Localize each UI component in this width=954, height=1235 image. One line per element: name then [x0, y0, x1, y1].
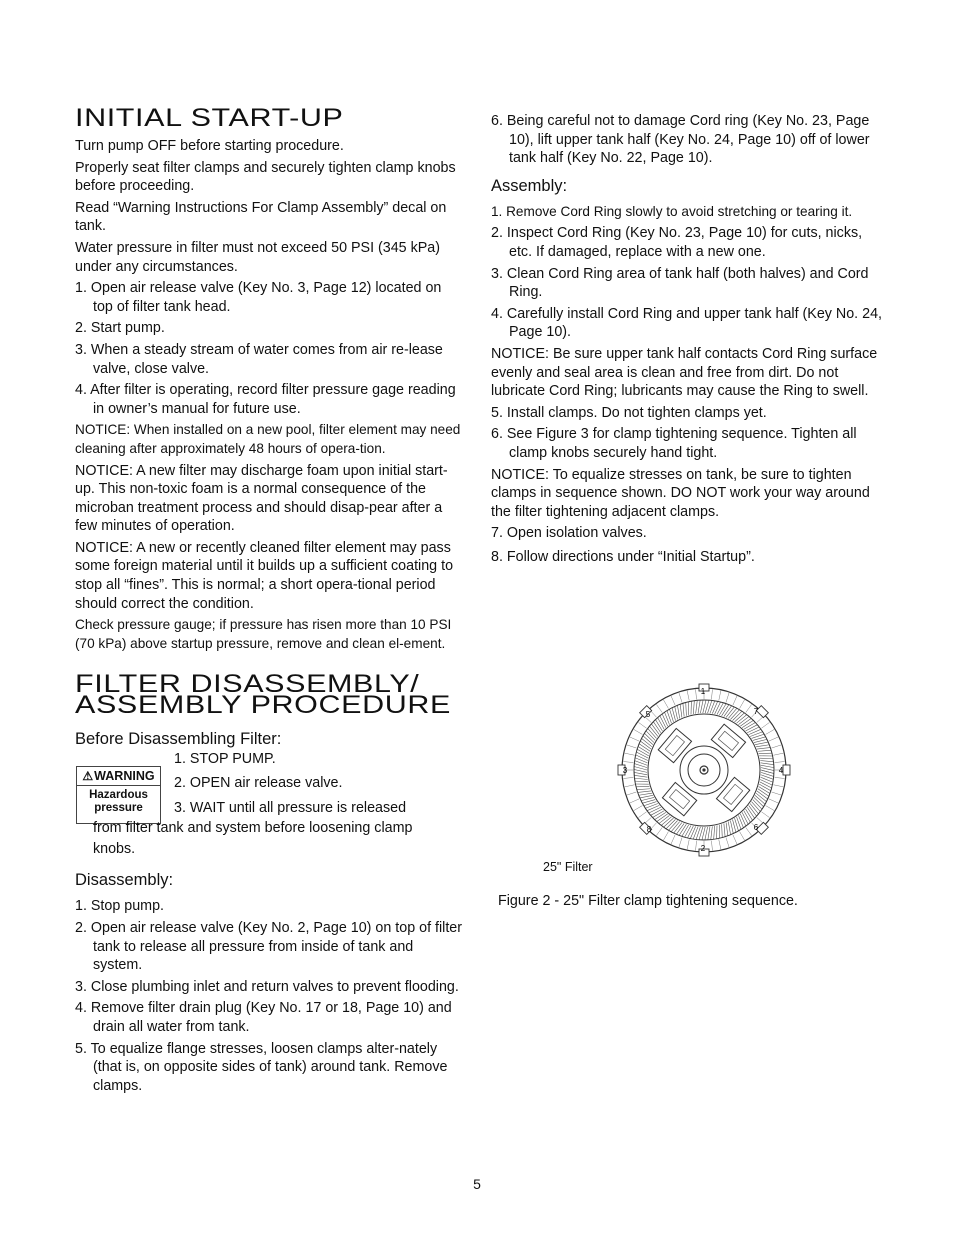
figure-caption: Figure 2 - 25" Filter clamp tightening sequence. [498, 893, 798, 909]
figure-subcaption: 25" Filter [543, 860, 593, 874]
hatch-line [761, 768, 774, 771]
flange-tick [627, 745, 637, 748]
hatch-line [761, 777, 773, 782]
hatch-line [638, 791, 651, 793]
warning-step: 1. STOP PUMP. [174, 751, 276, 768]
flange-tick [733, 696, 737, 705]
hatch-line [759, 786, 770, 793]
hatch-line [683, 703, 684, 716]
flange-tick [772, 745, 782, 748]
hatch-line [738, 815, 743, 827]
warning-step: 2. OPEN air release valve. [174, 775, 343, 792]
hatch-line [698, 700, 700, 713]
clamp-label: 1 [700, 687, 706, 696]
hatch-line [714, 826, 715, 839]
flange-tick [740, 700, 745, 709]
clamp-body [783, 765, 790, 775]
clamp-label: 6 [753, 823, 759, 832]
hatch-line [724, 823, 725, 836]
warning-body [77, 786, 160, 815]
hatch-line [744, 811, 751, 823]
hatch-line [760, 780, 772, 786]
hatch-line [647, 805, 659, 810]
startup-step: 1. Open air release valve (Key No. 3, Page 12) located on top of filter tank head. [75, 280, 442, 315]
flange-tick [696, 689, 697, 699]
flange-tick [719, 839, 721, 849]
warning-step: knobs. [93, 841, 136, 858]
flange-tick [638, 812, 646, 818]
hatch-line [730, 821, 733, 834]
flange-tick [664, 700, 669, 709]
flange-tick [769, 799, 778, 803]
flange-tick [679, 693, 682, 703]
hatch-line [634, 778, 647, 779]
clamp-knob [783, 765, 790, 775]
flange-tick [711, 689, 712, 699]
flange-tick [761, 812, 769, 818]
flange-tick [634, 730, 643, 735]
warning-block [75, 751, 465, 864]
hatch-line [634, 769, 647, 772]
hatch-line [746, 725, 758, 731]
initial-startup-heading: INITIAL START-UP [75, 104, 344, 132]
intro-paragraph: Water pressure in filter must not exceed 50 PSI (345 kPa) under any circumstances. [75, 239, 440, 275]
hatch-line [655, 812, 666, 819]
hatch-line [761, 765, 774, 767]
flange-tick [773, 785, 783, 787]
flange-tick [733, 835, 737, 844]
flange-tick [687, 691, 689, 701]
flange-tick [656, 704, 662, 712]
hatch-line [693, 701, 694, 714]
hatch-line [696, 700, 698, 713]
flange-tick [769, 737, 778, 741]
assembly-step: 7. Open isolation valves. [491, 525, 647, 542]
flange-tick [679, 838, 682, 848]
hatch-line [760, 758, 773, 759]
hatch-line [758, 750, 771, 751]
hatch-line [637, 749, 649, 756]
hatch-line [756, 745, 769, 747]
hatch-line [705, 827, 708, 840]
flange-tick [765, 806, 774, 811]
hatch-line [746, 809, 753, 820]
flange-tick [625, 785, 635, 787]
hatch-line [649, 807, 661, 813]
warning-header [77, 767, 160, 786]
hatch-line [665, 712, 670, 724]
hatch-line [740, 814, 746, 826]
flange-tick [630, 799, 639, 803]
clamp-label: 7 [753, 707, 759, 716]
hatch-line [686, 702, 687, 715]
flange-tick [671, 696, 675, 705]
clamp-label: 4 [778, 766, 784, 775]
hatch-line [635, 758, 647, 763]
assembly-step: 3. Clean Cord Ring area of tank half (both halves) and Cord Ring. [491, 265, 869, 301]
flange-tick [772, 792, 782, 795]
disassembly-heading-line2: ASSEMBLY PROCEDURE [75, 691, 451, 720]
assembly-step: 2. Inspect Cord Ring (Key No. 23, Page 10) for cuts, nicks, etc. If damaged, replace with a new one. [491, 225, 863, 260]
before-disassembling-heading: Before Disassembling Filter: [75, 730, 282, 749]
warning-step: 3. WAIT until all pressure is released [174, 800, 407, 817]
notice-paragraph: NOTICE: A new filter may discharge foam upon initial start-up. This non-toxic foam is a normal consequence of the microban treatment process and should disap-pear after a few minutes of operation. [75, 462, 448, 535]
intro-paragraph: Properly seat filter clamps and securely tighten clamp knobs before proceeding. [75, 159, 456, 195]
intro-paragraph: Turn pump OFF before starting procedure. [75, 138, 344, 154]
hatch-line [653, 811, 665, 818]
hatch-line [638, 746, 649, 753]
hatch-line [760, 760, 773, 761]
assembly-step: 4. Carefully install Cord Ring and upper tank half (Key No. 24, Page 10). [491, 305, 882, 341]
hatch-line [755, 742, 768, 745]
flange-tick [664, 831, 669, 840]
page-number: 5 [473, 1176, 481, 1192]
flange-tick [726, 838, 729, 848]
flange-tick [761, 722, 769, 728]
disassembly-step: 5. To equalize flange stresses, loosen clamps alter-nately (that is, on opposite sides of tank) around tank. Remove clamps. [75, 1040, 448, 1094]
warning-body-line: Hazardous [89, 789, 148, 802]
left-column [75, 104, 465, 1098]
hatch-line [749, 729, 761, 734]
hatch-line [651, 809, 663, 815]
notice-paragraph: NOTICE: Be sure upper tank half contacts Cord Ring surface evenly and seal area is clean and free from dirt. Do not lubricate Cord Ring; lubricants may cause the Ring to swell. [491, 345, 878, 400]
flange-tick [627, 792, 637, 795]
hatch-line [717, 703, 723, 715]
assembly-step: 8. Follow directions under “Initial Startup”. [491, 548, 755, 565]
flange-tick [773, 753, 783, 755]
flange-tick [711, 841, 712, 851]
flange-tick [623, 777, 633, 778]
hatch-line [693, 827, 698, 839]
assembly-step: 5. Install clamps. Do not tighten clamps yet. [491, 404, 767, 421]
hatch-line [708, 827, 710, 840]
notice-paragraph: Check pressure gauge; if pressure has risen more than 10 PSI (70 kPa) above startup pressure, remove and clean el-ement. [75, 617, 452, 651]
assembly-step: 6. See Figure 3 for clamp tightening sequence. Tighten all clamp knobs securely hand tight. [491, 426, 857, 461]
flange-tick [671, 835, 675, 844]
disassembly-step: 1. Stop pump. [75, 898, 165, 915]
hatch-line [744, 722, 756, 729]
hatch-line [719, 704, 726, 715]
hatch-line [687, 826, 693, 838]
flange-tick [696, 841, 697, 851]
flange-tick [625, 753, 635, 755]
hatch-line [637, 789, 650, 790]
hatch-line [700, 700, 703, 713]
hatch-line [675, 706, 678, 719]
disassembly-subheading: Disassembly: [75, 871, 174, 890]
flange-tick [630, 737, 639, 741]
hatch-line [655, 720, 662, 731]
hatch-line [761, 763, 774, 765]
clamp-label: 5 [645, 710, 651, 719]
warning-header-text: WARNING [94, 769, 155, 784]
clamp-label: 2 [700, 844, 706, 853]
warning-label [76, 766, 161, 824]
notice-paragraph: NOTICE: When installed on a new pool, filter element may need cleaning after approximately 48 hours of opera-tion. [75, 422, 461, 456]
startup-step: 4. After filter is operating, record filter pressure gage reading in owner’s manual for future use. [75, 382, 456, 417]
hatch-line [645, 804, 658, 809]
flange-tick [740, 831, 745, 840]
intro-paragraph: Read “Warning Instructions For Clamp Assembly” decal on tank. [75, 199, 447, 235]
flange-tick [746, 704, 752, 712]
hatch-line [710, 701, 715, 713]
hatch-line [634, 772, 647, 774]
hatch-line [636, 755, 648, 761]
hatch-line [722, 824, 723, 837]
assembly-subheading: Assembly: [491, 176, 568, 195]
hatch-line [726, 823, 728, 836]
clamp-sequence-figure [605, 683, 805, 858]
notice-paragraph: NOTICE: A new or recently cleaned filter element may pass some foreign material until it builds up a sufficient coating to stop all “fines”. This is normal; a short opera-tional period should correct the condition. [75, 539, 454, 612]
hatch-line [639, 793, 652, 795]
flange-tick [719, 691, 721, 701]
warning-triangle-icon: ⚠ [82, 769, 94, 784]
clamp-label: 8 [646, 825, 652, 834]
assembly-step: 1. Remove Cord Ring slowly to avoid stretching or tearing it. [491, 203, 853, 219]
hatch-line [680, 704, 682, 717]
valve-center [702, 768, 705, 771]
warning-step: from filter tank and system before loosening clamp [93, 820, 413, 837]
hatch-line [712, 701, 717, 713]
flange-tick [656, 827, 662, 835]
disassembly-step: 4. Remove filter drain plug (Key No. 17 or 18, Page 10) and drain all water from tank. [75, 1000, 452, 1035]
hatch-line [635, 781, 648, 782]
flange-tick [634, 806, 643, 811]
hatch-line [636, 752, 648, 758]
hatch-line [742, 812, 748, 824]
filter-clamp-diagram [605, 683, 805, 858]
hatch-line [711, 826, 713, 839]
flange-tick [687, 839, 689, 849]
hatch-line [662, 714, 668, 726]
warning-body-line: pressure [94, 802, 143, 815]
flange-tick [726, 693, 729, 703]
flange-tick [638, 722, 646, 728]
flange-tick [623, 762, 633, 763]
hatch-line [658, 718, 665, 730]
hatch-line [690, 826, 695, 838]
flange-tick [775, 762, 785, 763]
hatch-line [747, 727, 759, 733]
disassembly-step: 3. Close plumbing inlet and return valves to prevent flooding. [75, 978, 459, 995]
hatch-line [742, 720, 753, 727]
disassembly-step: 2. Open air release valve (Key No. 2, Page 10) on top of filter tank to release all pressure from inside of tank and system. [75, 920, 463, 974]
hatch-line [640, 795, 653, 798]
hatch-line [750, 732, 763, 737]
disassembly-heading-line1: FILTER DISASSEMBLY/ [75, 670, 420, 699]
hatch-line [728, 822, 730, 835]
flange-tick [765, 730, 774, 735]
notice-paragraph: NOTICE: To equalize stresses on tank, be sure to tighten clamps in sequence shown. DO NOT work your way around the filter tightening adjacent clamps. [491, 466, 870, 520]
hatch-line [634, 775, 647, 777]
hatch-line [677, 705, 679, 718]
hatch-line [682, 825, 689, 836]
startup-step: 3. When a steady stream of water comes from air re-lease valve, close valve. [75, 341, 443, 377]
startup-step: 2. Start pump. [75, 320, 165, 337]
hatch-line [685, 825, 691, 837]
disassembly-step: 6. Being careful not to damage Cord ring (Key No. 23, Page 10), lift upper tank half (Key No. 24, Page 10) off of lower tank half (Key No. 22, Page 10). [491, 113, 870, 167]
flange-tick [775, 777, 785, 778]
hatch-line [759, 784, 771, 791]
hatch-line [760, 782, 772, 788]
flange-tick [746, 827, 752, 835]
hatch-line [660, 716, 666, 728]
hatch-line [715, 702, 721, 714]
clamp-label: 3 [622, 766, 628, 775]
hatch-line [757, 748, 770, 750]
right-column [491, 112, 883, 569]
